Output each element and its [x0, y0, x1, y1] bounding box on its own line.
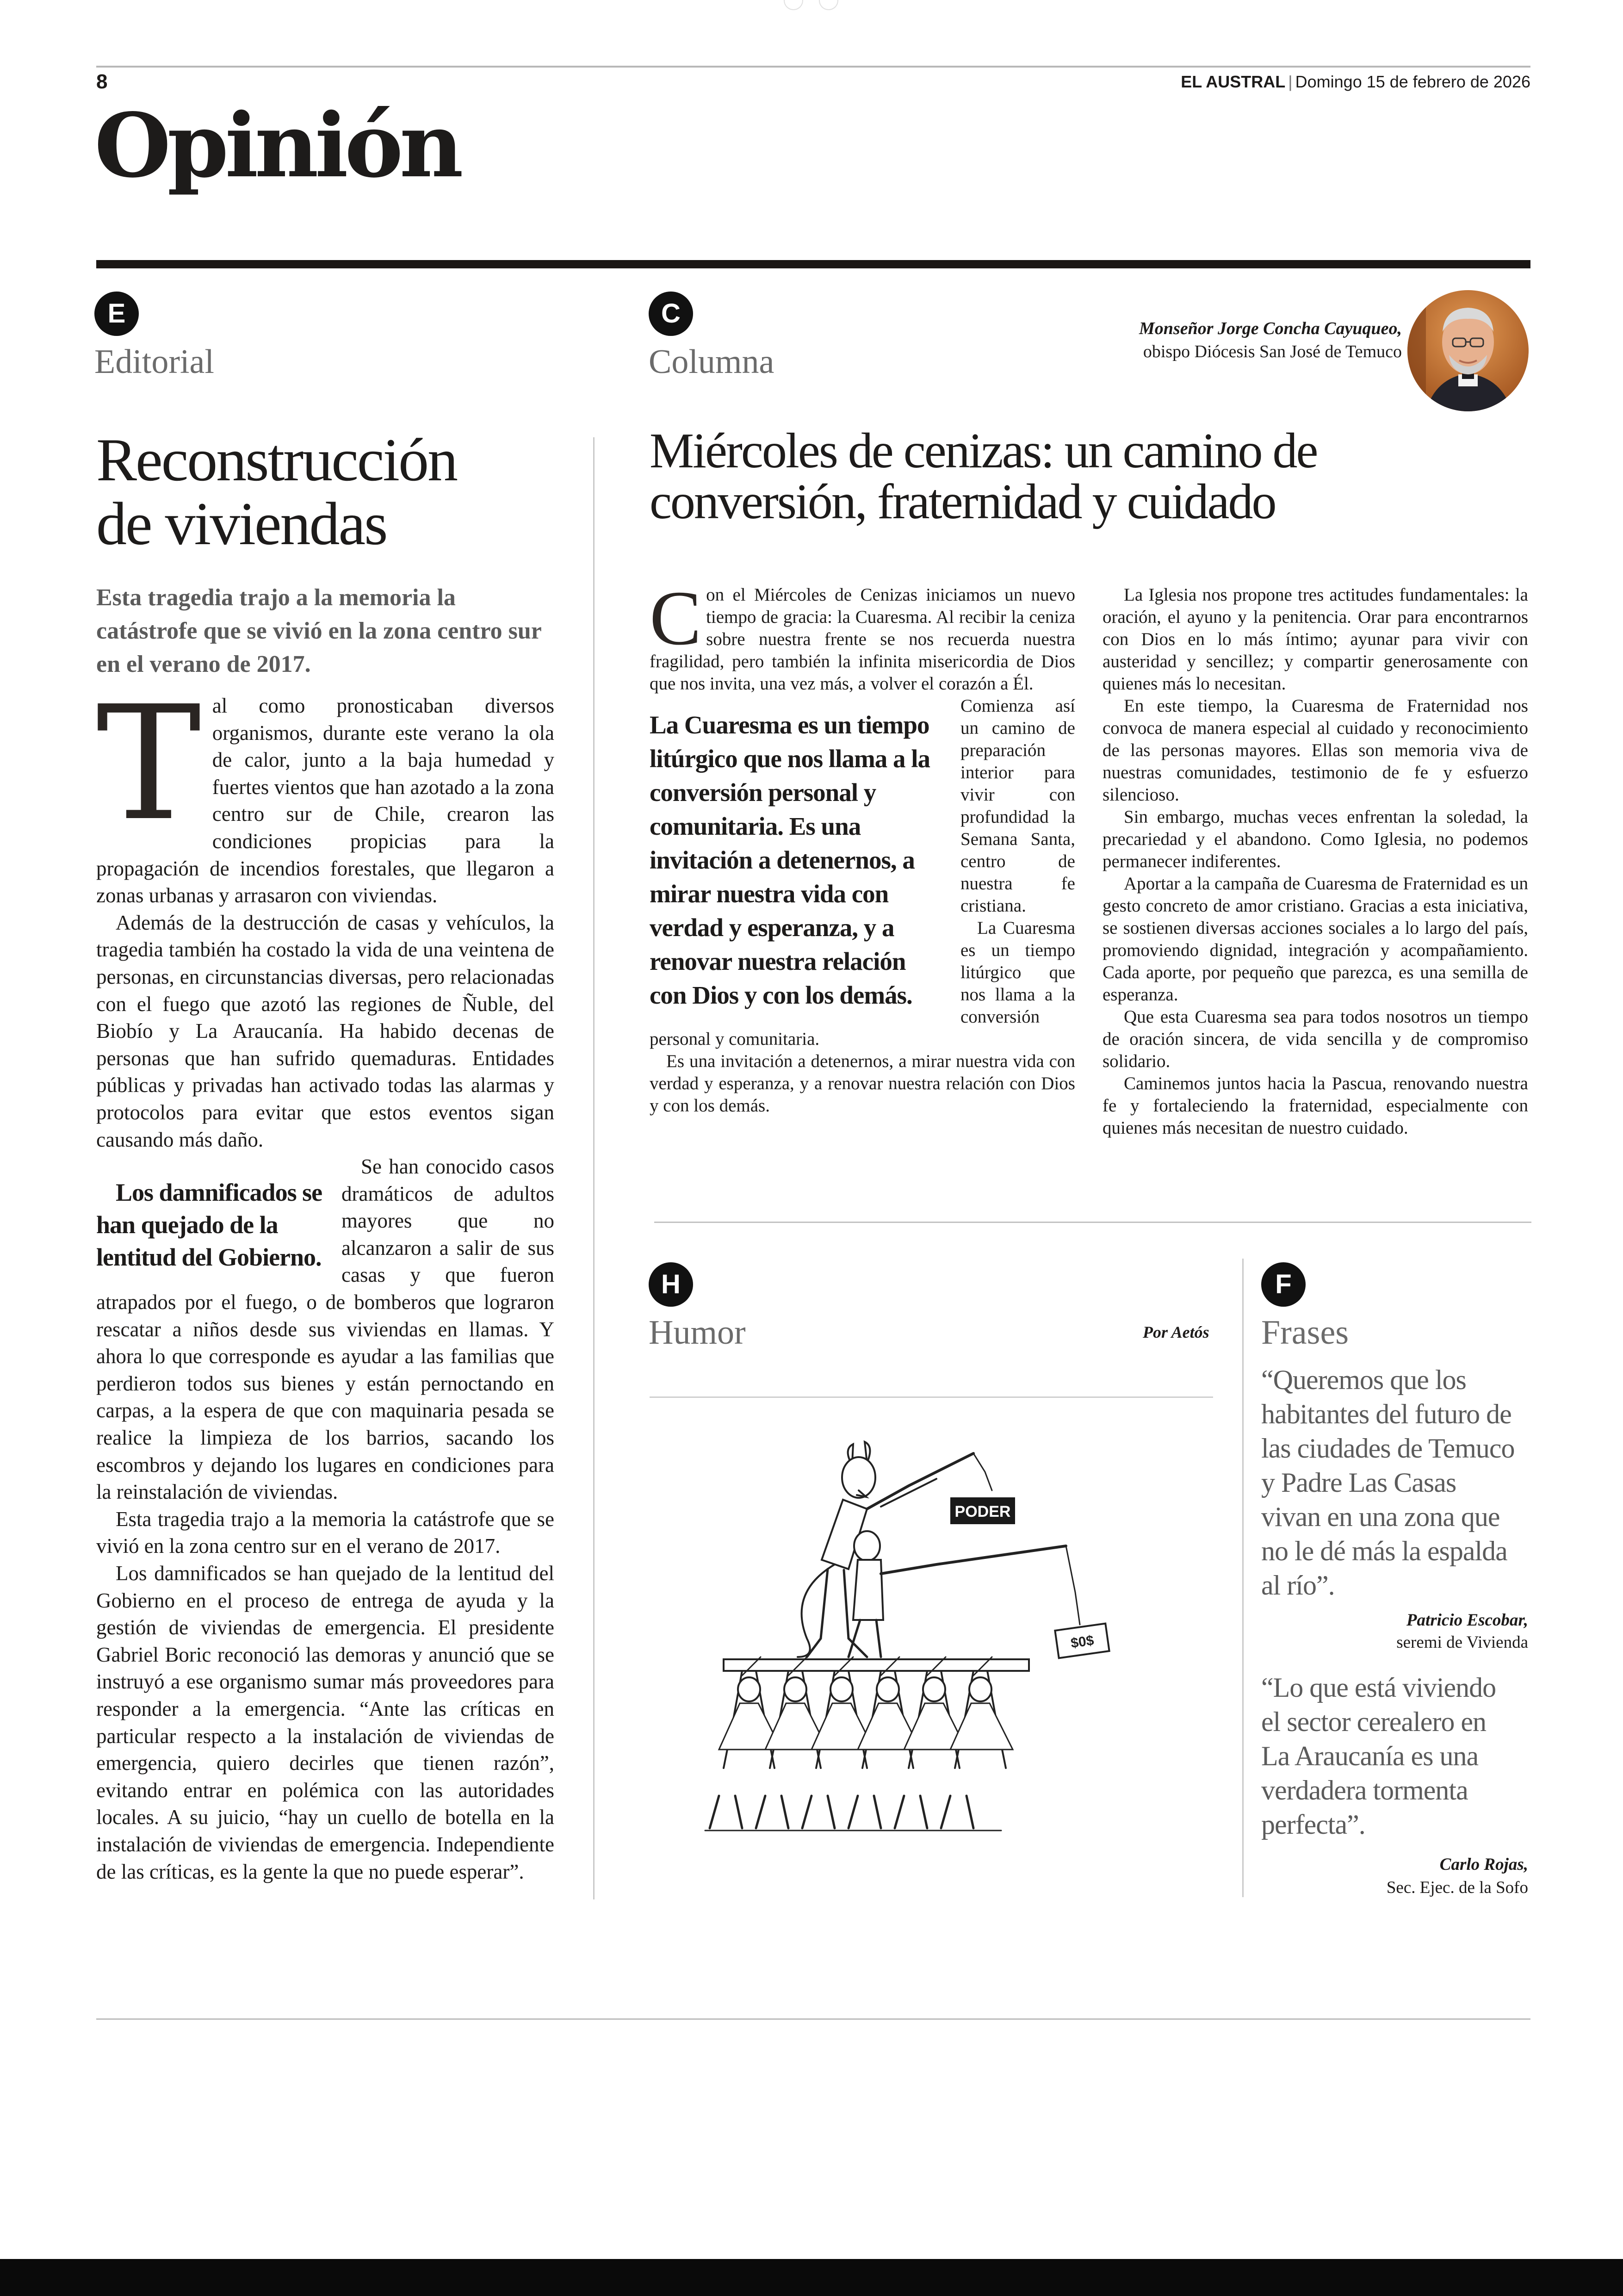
author-portrait — [1407, 290, 1529, 411]
column-badge: C — [649, 292, 693, 336]
mid-rule — [654, 1222, 1531, 1223]
editorial-paragraph: Los damnificados se han quejado de la lentitud del Gobierno en el proceso de entrega de ayuda y la gestión de viviendas de emergencia. El presidente Gabriel Boric reconoció las demoras y anunció que se instruyó a ese organismo sumar más proveedores para responder a la emergencia. “Ante las críticas en particular respecto a la instalación de viviendas de emergencia, quiero decirles que tienen razón”, evitando entrar en polémica con las autoridades locales. A su juicio, “hay un cuello de botella en la instalación de viviendas de emergencia. Independiente de las críticas, es la gente la que no puede esperar”. — [96, 1562, 554, 1883]
column-paragraph: La Cuaresma es un tiempo litúrgico que nos llama a la conversión personal y comunitaria. — [650, 918, 1075, 1049]
column-paragraph: Caminemos juntos hacia la Pascua, renovando nuestra fe y fortaleciendo la fraternidad, especialmente con quienes más necesitan de nuestro cuidado. — [1103, 1074, 1528, 1138]
quote-1: “Queremos que los habitantes del futuro de las ciudades de Temuco y Padre Las Casas vivan en una zona que no le dé más la espalda al río”. — [1261, 1365, 1515, 1601]
column-paragraph: Que esta Cuaresma sea para todos nosotros un tiempo de oración sincera, de vida sencilla y de compromiso solidario. — [1103, 1007, 1528, 1071]
column-body-right — [1103, 584, 1528, 1139]
editorial-paragraph — [96, 1153, 554, 1506]
masthead-separator: | — [1288, 72, 1293, 91]
sign-power — [950, 1497, 1015, 1524]
scroll-down-control[interactable] — [819, 0, 838, 10]
author-role: obispo Diócesis San José de Temuco — [1143, 342, 1402, 361]
sign-power-text: PODER — [954, 1503, 1011, 1520]
editorial-kicker: Editorial — [94, 343, 214, 381]
humor-kicker: Humor — [649, 1314, 746, 1352]
column-pull-quote: La Cuaresma es un tiempo litúrgico que nos llama a la conversión personal y comunitaria. Es una invitación a detenernos, a mirar nuestra vida con verdad y esperanza, y a renovar nuestra relación con Dios y con los demás. — [650, 711, 930, 1009]
quote-2-author: Carlo Rojas, — [1439, 1855, 1528, 1874]
editorial-dropcap: T — [96, 672, 201, 856]
cartoon — [650, 1396, 1213, 1865]
editorial-paragraph-text: Se han conocido casos dramáticos de adultos mayores que no alcanzaron a salir de sus casas y que fueron atrapados por el fuego, o de bomberos que lograron rescatar a niños desde sus viviendas en llamas. Y ahora lo que corresponde es ayudar a las familias que perdieron todos sus bienes y están pernoctando en carpas, a la espera de que con maquinaria pesada se realice la limpieza de los barrios, sacando los escombros y dejando los lugares en condiciones para la reinstalación de viviendas. — [96, 1155, 554, 1504]
editorial-dek: Esta tragedia trajo a la memoria la catástrofe que se vivió en la zona centro sur en el verano de 2017. — [96, 584, 541, 677]
editorial-paragraph: Esta tragedia trajo a la memoria la catástrofe que se vivió en la zona centro sur en el verano de 2017. — [96, 1507, 554, 1558]
sign-money-text: $0$ — [1070, 1632, 1095, 1651]
quote-2-role: Sec. Ejec. de la Sofo — [1386, 1878, 1528, 1897]
sign-money — [1055, 1624, 1109, 1658]
bottom-rule — [96, 2018, 1530, 2020]
column-headline — [650, 423, 1538, 529]
cartoon-byline: Por Aetós — [1143, 1323, 1209, 1341]
column-paragraph: Es una invitación a detenernos, a mirar nuestra vida con verdad y esperanza, y a renovar nuestra relación con Dios y con los demás. — [650, 1051, 1075, 1116]
column-body-left — [650, 575, 1075, 1117]
frases-kicker: Frases — [1261, 1314, 1349, 1352]
editorial-pull-quote: Los damnificados se han quejado de la lentitud del Gobierno. — [96, 1179, 322, 1272]
issue-date: Domingo 15 de febrero de 2026 — [1295, 72, 1530, 91]
section-rule — [96, 260, 1530, 268]
cartoon-illustration — [650, 1398, 1213, 1865]
quote-1-author: Patricio Escobar, — [1406, 1611, 1528, 1630]
frases-badge: F — [1261, 1262, 1306, 1307]
column-headline-line2: conversión, fraternidad y cuidado — [650, 474, 1276, 529]
editorial-body — [96, 672, 554, 1885]
author-name: Monseñor Jorge Concha Cayuqueo, — [1139, 319, 1402, 338]
editorial-paragraph: Tal como pronosticaban diversos organismos, durante este verano la ola de calor, junto a la baja humedad y fuertes vientos que han azotado a la zona centro sur de Chile, crearon las condiciones propicias para la propagación de incendios forestales, que llegaron a zonas urbanas y arrasaron con viviendas. — [96, 672, 554, 907]
masthead — [1181, 72, 1530, 92]
quote-1-role: seremi de Vivienda — [1396, 1633, 1528, 1652]
page-number: 8 — [96, 70, 108, 93]
editorial-paragraph: Además de la destrucción de casas y vehículos, la tragedia también ha costado la vida de una veintena de personas, en circunstancias diversas, pero relacionadas con el fuego que azotó las regiones de Ñuble, del Biobío y La Araucanía. Ha habido decenas de personas que han sufrido quemaduras. Entidades públicas y privadas han activado todas las alarmas y protocolos para evitar que estos eventos sigan causando más daño. — [96, 911, 554, 1151]
column-paragraph: Aportar a la campaña de Cuaresma de Fraternidad es un gesto concreto de amor cristiano. Gracias a esta iniciativa, se sostienen diversas acciones sociales a lo largo del país, promoviendo dignidad, integración y acompañamiento. Cada aporte, por pequeño que parezca, es una semilla de esperanza. — [1103, 874, 1528, 1005]
column-divider — [593, 437, 595, 1899]
footer-bar — [0, 2259, 1623, 2296]
author-avatar — [1407, 290, 1529, 411]
top-rule — [96, 66, 1530, 68]
editorial-headline — [96, 428, 559, 556]
scroll-up-control[interactable] — [784, 0, 803, 10]
editorial-headline-line1: Reconstrucción — [96, 426, 457, 494]
editorial-headline-line2: de viviendas — [96, 490, 387, 558]
column-paragraph: Con el Miércoles de Cenizas iniciamos un nuevo tiempo de gracia: la Cuaresma. Al recibir la ceniza sobre nuestra frente se nos recuerda nuestra fragilidad, pero también la infinita misericordia de Dios que nos invita, una vez más, a volver el corazón a Él. — [650, 575, 1075, 694]
humor-badge: H — [649, 1262, 693, 1307]
paper-name: EL AUSTRAL — [1181, 72, 1286, 91]
column-paragraph: La Iglesia nos propone tres actitudes fundamentales: la oración, el ayuno y la penitencia. Orar para encontrarnos con Dios en lo más íntimo; ayunar para vivir con austeridad y sencillez; y compartir generosamente con quienes más lo necesitan. — [1103, 585, 1528, 694]
quote-2: “Lo que está viviendo el sector cerealero en La Araucanía es una verdadera tormenta perfecta”. — [1261, 1672, 1496, 1840]
section-title: Opinión — [94, 94, 460, 197]
column-kicker: Columna — [649, 343, 774, 381]
editorial-badge: E — [94, 292, 139, 336]
frases-divider — [1242, 1259, 1244, 1897]
column-dropcap: C — [650, 575, 702, 661]
column-paragraph: Comienza así un camino de preparación interior para vivir con profundidad la Semana Santa, centro de nuestra fe cristiana. — [960, 696, 1075, 916]
column-paragraph: Sin embargo, muchas veces enfrentan la soledad, la precariedad y el abandono. Como Iglesia, no podemos permanecer indiferentes. — [1103, 807, 1528, 871]
column-paragraph: En este tiempo, la Cuaresma de Fraternidad nos convoca de manera especial al cuidado y reconocimiento de las personas mayores. Ellas son memoria viva de nuestras comunidades, testimonio de fe y esfuerzo silencioso. — [1103, 696, 1528, 805]
column-headline-line1: Miércoles de cenizas: un camino de — [650, 423, 1317, 478]
